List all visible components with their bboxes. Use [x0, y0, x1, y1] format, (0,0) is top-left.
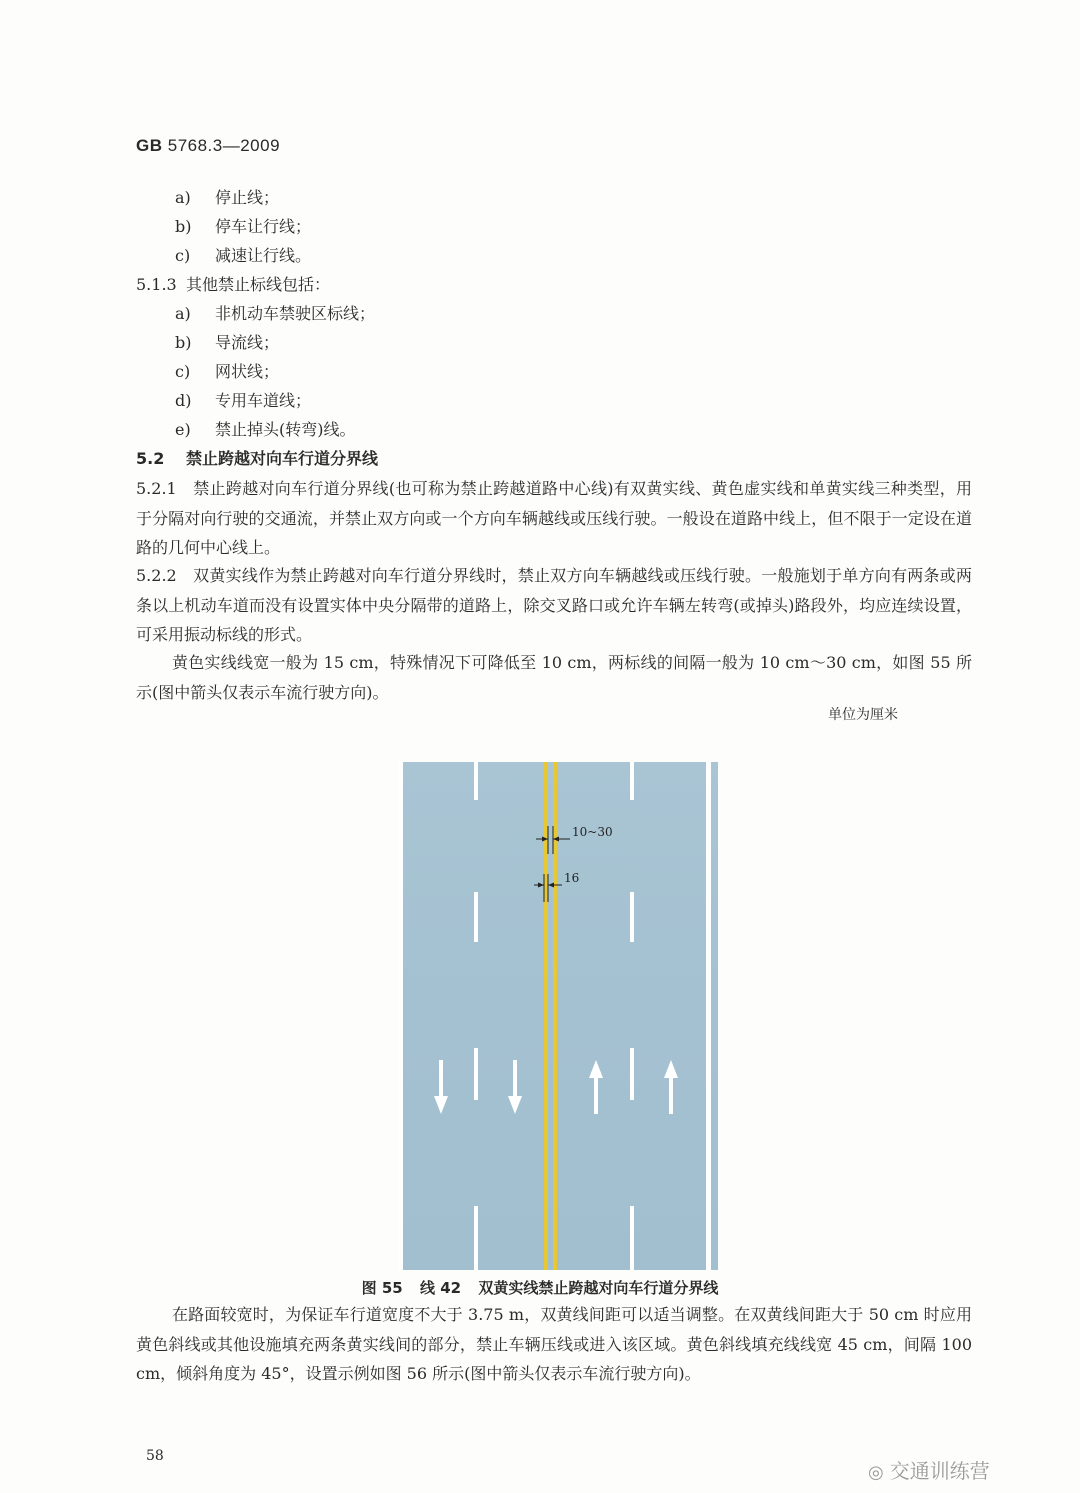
right-edge-line	[706, 762, 711, 1270]
lane-dash	[474, 762, 478, 800]
dimension-width-label: 16	[564, 871, 580, 885]
list-item-text: 停止线；	[215, 188, 280, 207]
lane-dash	[630, 892, 634, 942]
list-item-label: d)	[175, 391, 192, 410]
list-item-text: 禁止掉头(转弯)线。	[215, 420, 356, 439]
list-item-label: b)	[175, 217, 192, 236]
up-arrow-icon	[664, 1060, 678, 1114]
section-number: 5.1.3	[136, 275, 177, 294]
lane-dash	[474, 892, 478, 942]
figure-55-road-diagram	[398, 762, 718, 1270]
section-5-1-3	[136, 275, 330, 295]
list-item	[175, 304, 375, 324]
list-item-label: a)	[175, 304, 191, 323]
paragraph-5-2-1: 5.2.1 禁止跨越对向车行道分界线(也可称为禁止跨越道路中心线)有双黄实线、黄色虚实线和单黄实线三种类型，用于分隔对向行驶的交通流，并禁止双方向或一个方向车辆越线或压线行驶。一般设在道路中线上，但不限于一定设在道路的几何中心线上。	[136, 479, 972, 557]
lane-dash	[474, 1048, 478, 1100]
caption-line-number: 线 42	[419, 1279, 462, 1297]
list-item-label: e)	[175, 420, 191, 439]
standard-number	[136, 136, 280, 156]
list-item	[175, 333, 279, 353]
dimension-width	[534, 874, 562, 902]
up-arrow-icon	[589, 1060, 603, 1114]
dimension-gap	[536, 826, 570, 854]
section-text: 其他禁止标线包括：	[186, 275, 331, 294]
list-item	[175, 217, 311, 237]
caption-figure-number: 图 55	[361, 1279, 403, 1297]
watermark-text: 交通训练营	[889, 1459, 990, 1483]
lane-dash	[474, 1206, 478, 1270]
paragraph-wide-road: 在路面较宽时，为保证车行道宽度不大于 3.75 m，双黄线间距可以适当调整。在双黄线间距大于 50 cm 时应用黄色斜线或其他设施填充两条黄实线间的部分，禁止车辆压线或进入该区域。黄色斜线填充线线宽 45 cm，间隔 100 cm，倾斜角度为 45°，设置示例如图 56 所示(图中箭头仅表示车流行驶方向)。	[136, 1305, 972, 1383]
list-item-text: 减速让行线。	[215, 246, 312, 265]
standard-code: 5768.3—2009	[167, 136, 281, 155]
list-item-label: c)	[175, 246, 191, 265]
list-item-text: 非机动车禁驶区标线；	[215, 304, 376, 323]
down-arrow-icon	[434, 1060, 448, 1114]
section-5-2-heading	[136, 449, 378, 469]
standard-prefix: GB	[136, 136, 163, 155]
list-item-text: 专用车道线；	[215, 391, 312, 410]
list-item	[175, 420, 356, 440]
chat-bubble-icon: ◎	[868, 1462, 884, 1483]
list-item	[175, 391, 311, 411]
paragraph-5-2-2: 5.2.2 双黄实线作为禁止跨越对向车行道分界线时，禁止双方向车辆越线或压线行驶。一般施划于单方向有两条或两条以上机动车道而没有设置实体中央分隔带的道路上，除交叉路口或允许车辆左转弯(或掉头)路段外，均应连续设置，可采用振动标线的形式。	[136, 566, 972, 644]
list-item-text: 停车让行线；	[215, 217, 312, 236]
dimension-gap-label: 10~30	[572, 825, 613, 839]
list-item-label: a)	[175, 188, 191, 207]
section-number: 5.2	[136, 449, 165, 468]
section-title: 禁止跨越对向车行道分界线	[186, 449, 379, 468]
page-number: 58	[146, 1448, 164, 1464]
list-item	[175, 246, 311, 266]
road-markings-svg	[398, 762, 718, 1270]
caption-title: 双黄实线禁止跨越对向车行道分界线	[478, 1279, 719, 1297]
list-item	[175, 188, 279, 208]
list-item-text: 网状线；	[215, 362, 280, 381]
lane-dash	[630, 1048, 634, 1100]
watermark	[868, 1455, 990, 1484]
list-item-label: b)	[175, 333, 192, 352]
list-item-text: 导流线；	[215, 333, 280, 352]
unit-note: 单位为厘米	[828, 707, 898, 723]
lane-dash	[630, 1206, 634, 1270]
figure-caption	[0, 1277, 1080, 1299]
lane-dash	[630, 762, 634, 800]
paragraph-line-width: 黄色实线线宽一般为 15 cm，特殊情况下可降低至 10 cm，两标线的间隔一般为 10 cm～30 cm，如图 55 所示(图中箭头仅表示车流行驶方向)。	[136, 653, 972, 702]
list-item-label: c)	[175, 362, 191, 381]
down-arrow-icon	[508, 1060, 522, 1114]
left-edge-line	[398, 762, 403, 1270]
list-item	[175, 362, 279, 382]
